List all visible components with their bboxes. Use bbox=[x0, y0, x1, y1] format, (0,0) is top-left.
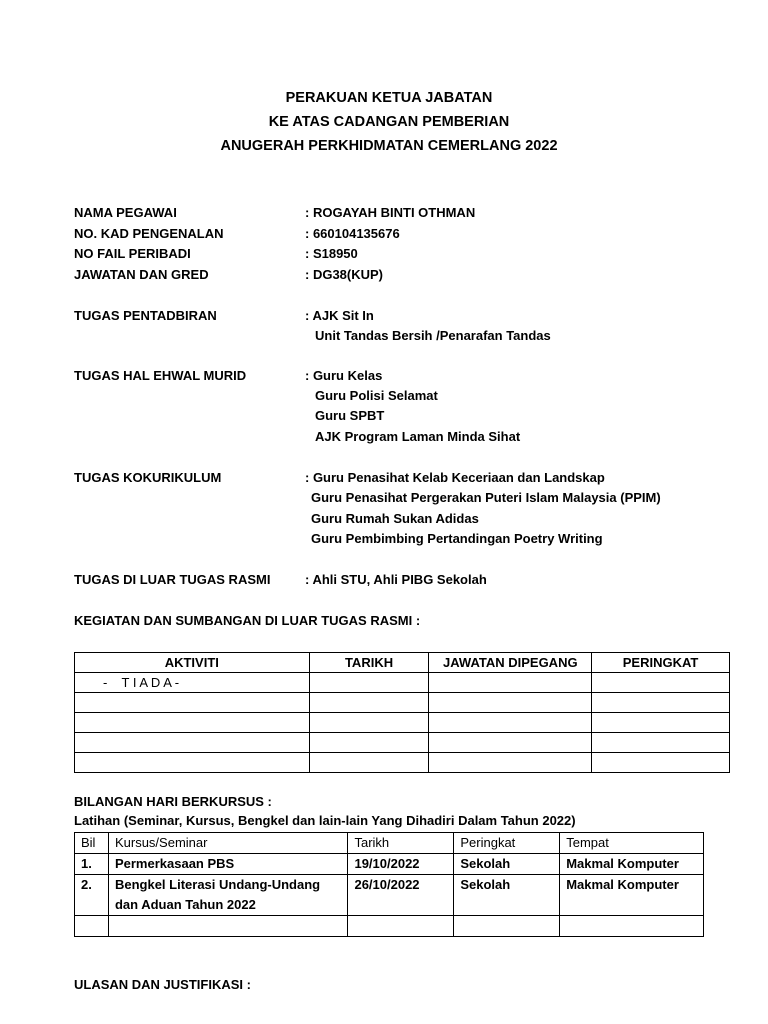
value-tugas-kokurikulum-extra: Guru Pembimbing Pertandingan Poetry Writing bbox=[311, 531, 603, 546]
title-line-3: ANUGERAH PERKHIDMATAN CEMERLANG 2022 bbox=[220, 138, 558, 154]
table-row bbox=[75, 875, 704, 916]
table-cell: 26/10/2022 bbox=[348, 875, 454, 916]
table-row bbox=[75, 916, 704, 937]
column-header-tarikh: TARIKH bbox=[309, 653, 429, 673]
table-cell bbox=[309, 733, 429, 753]
table-cell: - T I A D A - bbox=[75, 673, 310, 693]
title-line-1: PERAKUAN KETUA JABATAN bbox=[285, 90, 493, 106]
kursus-subheading: Latihan (Seminar, Kursus, Bengkel dan lain-lain Yang Dihadiri Dalam Tahun 2022) bbox=[74, 813, 576, 828]
table-header-row bbox=[75, 653, 730, 673]
table-cell bbox=[309, 673, 429, 693]
table-cell bbox=[348, 916, 454, 937]
table-cell bbox=[108, 875, 348, 916]
table-cell bbox=[108, 916, 348, 937]
value-nama-pegawai: : ROGAYAH BINTI OTHMAN bbox=[305, 205, 476, 220]
value-tugas-hem-extra: Guru SPBT bbox=[315, 408, 385, 423]
table-cell bbox=[309, 693, 429, 713]
table-cell: 19/10/2022 bbox=[348, 854, 454, 875]
value-tugas-pentadbiran: : AJK Sit In bbox=[305, 308, 374, 323]
table-row bbox=[75, 733, 730, 753]
table-cell: Permerkasaan PBS bbox=[108, 854, 348, 875]
label-fail-peribadi: NO FAIL PERIBADI bbox=[74, 246, 191, 261]
kursus-line-1: Bengkel Literasi Undang-Undang bbox=[114, 877, 321, 892]
value-tugas-kokurikulum: : Guru Penasihat Kelab Keceriaan dan Landskap bbox=[305, 470, 605, 485]
table-cell bbox=[592, 693, 730, 713]
value-tugas-hem-extra: AJK Program Laman Minda Sihat bbox=[315, 429, 521, 444]
table-cell bbox=[592, 733, 730, 753]
title-line-2: KE ATAS CADANGAN PEMBERIAN bbox=[268, 114, 510, 130]
table-cell bbox=[592, 753, 730, 773]
table-cell: 2. bbox=[75, 875, 109, 916]
table-cell bbox=[75, 753, 310, 773]
kursus-heading: BILANGAN HARI BERKURSUS : bbox=[74, 794, 272, 809]
label-tugas-luar: TUGAS DI LUAR TUGAS RASMI bbox=[74, 572, 271, 587]
kegiatan-table bbox=[74, 652, 730, 773]
kursus-table bbox=[74, 832, 704, 937]
value-fail-peribadi: : S18950 bbox=[305, 246, 358, 261]
ulasan-heading: ULASAN DAN JUSTIFIKASI : bbox=[74, 977, 251, 992]
table-cell: Sekolah bbox=[454, 875, 560, 916]
value-tugas-pentadbiran-extra: Unit Tandas Bersih /Penarafan Tandas bbox=[315, 328, 551, 343]
column-header-bil: Bil bbox=[75, 833, 109, 854]
label-tugas-kokurikulum: TUGAS KOKURIKULUM bbox=[74, 470, 222, 485]
table-cell bbox=[560, 916, 704, 937]
kursus-line-2: dan Aduan Tahun 2022 bbox=[114, 897, 256, 912]
table-cell bbox=[592, 713, 730, 733]
value-tugas-kokurikulum-extra: Guru Penasihat Pergerakan Puteri Islam Malaysia (PPIM) bbox=[311, 490, 661, 505]
label-nama-pegawai: NAMA PEGAWAI bbox=[74, 205, 177, 220]
value-tugas-hem-extra: Guru Polisi Selamat bbox=[315, 388, 438, 403]
table-cell bbox=[429, 693, 592, 713]
table-cell: Makmal Komputer bbox=[560, 875, 704, 916]
column-header-jawatan: JAWATAN DIPEGANG bbox=[429, 653, 592, 673]
table-cell bbox=[75, 713, 310, 733]
table-cell: Makmal Komputer bbox=[560, 854, 704, 875]
table-cell bbox=[429, 713, 592, 733]
table-cell bbox=[454, 916, 560, 937]
label-tugas-pentadbiran: TUGAS PENTADBIRAN bbox=[74, 308, 217, 323]
table-cell bbox=[429, 753, 592, 773]
table-cell bbox=[592, 673, 730, 693]
table-cell: 1. bbox=[75, 854, 109, 875]
table-cell bbox=[309, 753, 429, 773]
table-row bbox=[75, 753, 730, 773]
column-header-kursus: Kursus/Seminar bbox=[108, 833, 348, 854]
label-kad-pengenalan: NO. KAD PENGENALAN bbox=[74, 226, 224, 241]
column-header-tempat: Tempat bbox=[560, 833, 704, 854]
table-cell bbox=[429, 733, 592, 753]
column-header-aktiviti: AKTIVITI bbox=[75, 653, 310, 673]
table-row bbox=[75, 693, 730, 713]
column-header-peringkat: PERINGKAT bbox=[592, 653, 730, 673]
column-header-tarikh: Tarikh bbox=[348, 833, 454, 854]
value-tugas-hem: : Guru Kelas bbox=[305, 368, 383, 383]
value-tugas-kokurikulum-extra: Guru Rumah Sukan Adidas bbox=[311, 511, 479, 526]
table-header-row bbox=[75, 833, 704, 854]
table-cell bbox=[429, 673, 592, 693]
value-kad-pengenalan: : 660104135676 bbox=[305, 226, 400, 241]
label-tugas-hem: TUGAS HAL EHWAL MURID bbox=[74, 368, 247, 383]
table-row bbox=[75, 854, 704, 875]
table-cell bbox=[75, 733, 310, 753]
column-header-peringkat: Peringkat bbox=[454, 833, 560, 854]
table-cell bbox=[75, 916, 109, 937]
kegiatan-heading: KEGIATAN DAN SUMBANGAN DI LUAR TUGAS RASMI : bbox=[74, 613, 421, 628]
table-row bbox=[75, 713, 730, 733]
value-jawatan-gred: : DG38(KUP) bbox=[305, 267, 384, 282]
table-cell: Sekolah bbox=[454, 854, 560, 875]
table-cell bbox=[309, 713, 429, 733]
value-tugas-luar: : Ahli STU, Ahli PIBG Sekolah bbox=[305, 572, 487, 587]
table-row bbox=[75, 673, 730, 693]
table-cell bbox=[75, 693, 310, 713]
label-jawatan-gred: JAWATAN DAN GRED bbox=[74, 267, 209, 282]
